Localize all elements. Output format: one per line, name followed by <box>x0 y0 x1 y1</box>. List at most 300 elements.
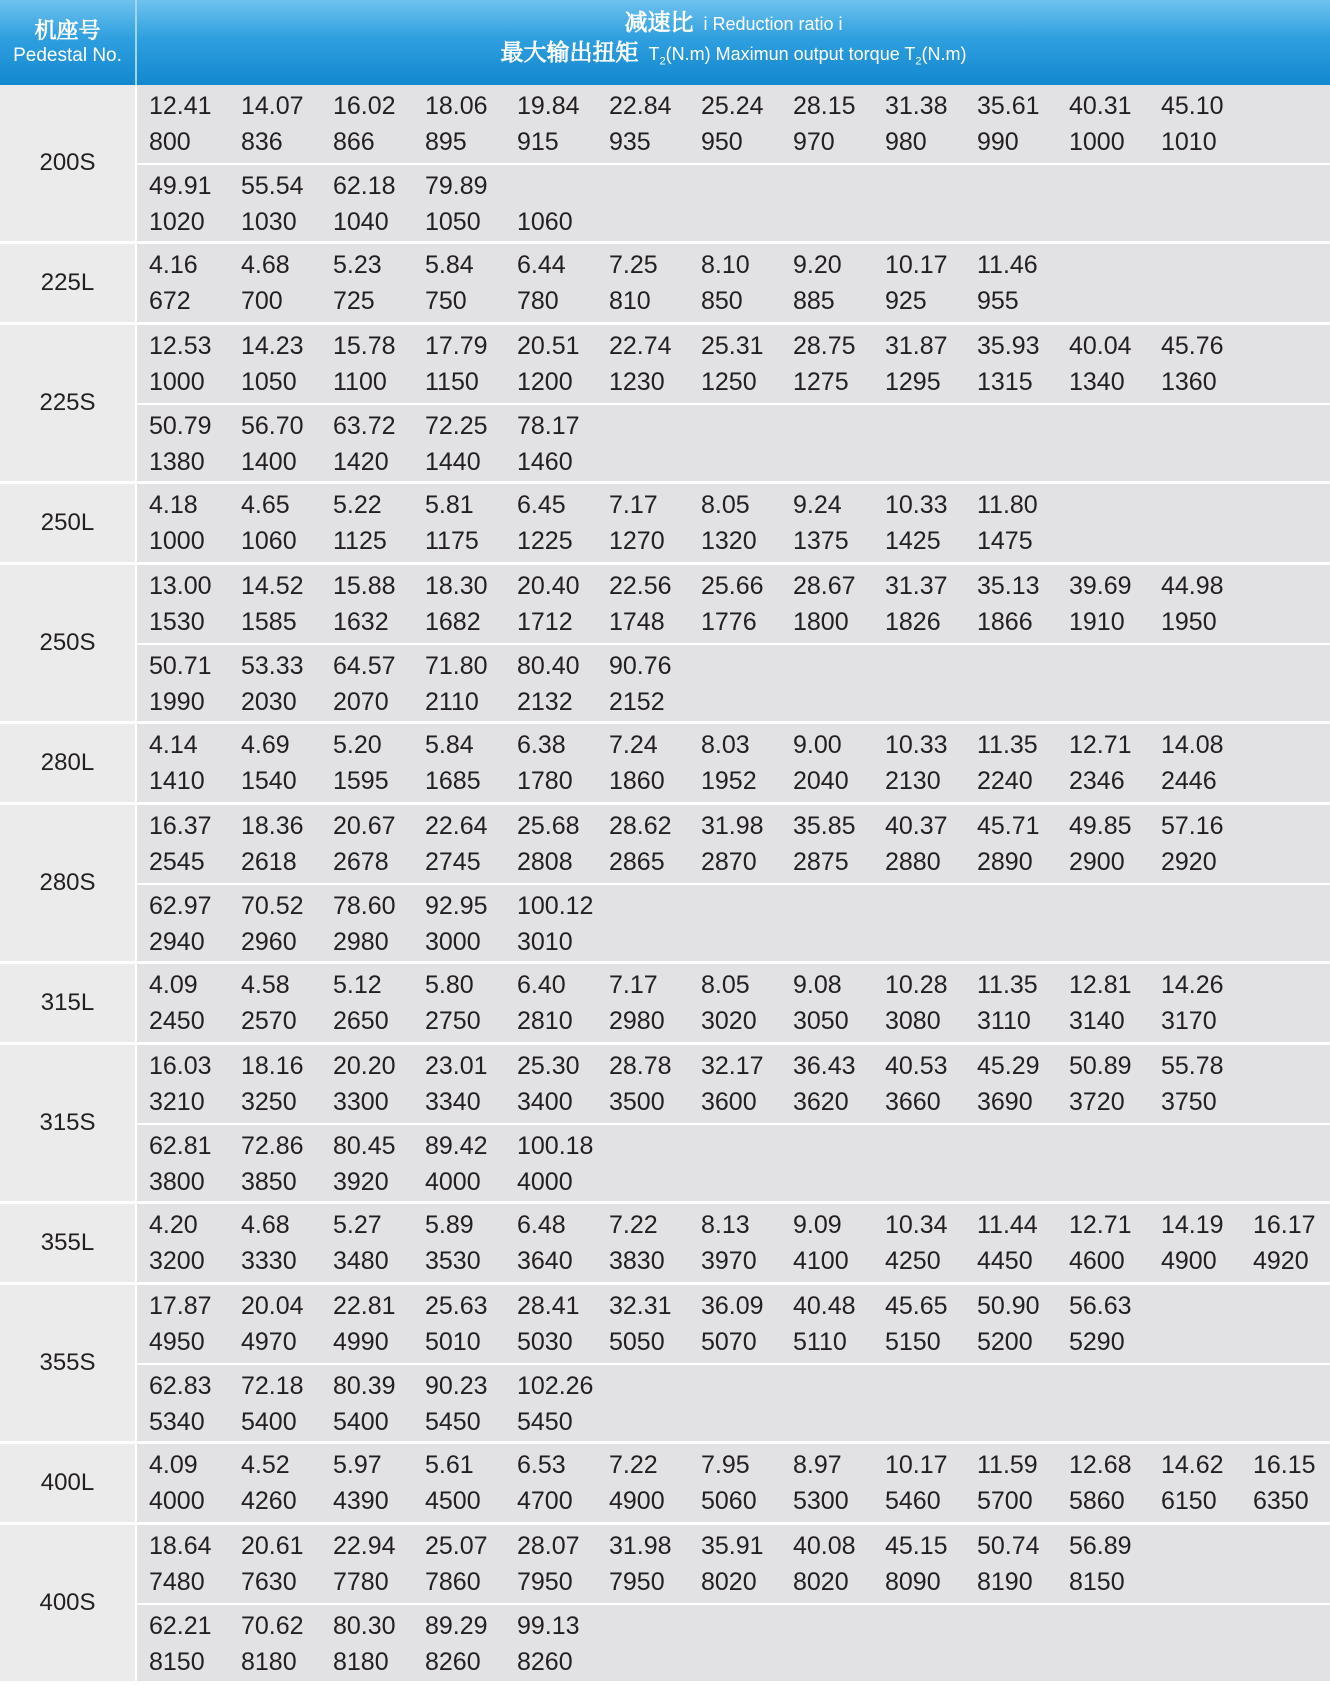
ratio-value: 16.17 <box>1253 1211 1316 1239</box>
ratio-torque-cell <box>879 964 971 1040</box>
torque-value: 2865 <box>609 848 665 876</box>
torque-value: 4950 <box>149 1328 205 1356</box>
ratio-torque-cell <box>971 565 1063 641</box>
ratio-value: 32.31 <box>609 1292 672 1320</box>
ratio-torque-cell <box>603 645 695 721</box>
torque-value: 2132 <box>517 688 573 716</box>
pedestal-group <box>0 1525 1330 1684</box>
ratio-torque-cell <box>419 85 511 161</box>
ratio-value: 4.65 <box>241 491 290 519</box>
ratio-value: 99.13 <box>517 1612 580 1640</box>
torque-value: 1125 <box>333 527 387 555</box>
ratio-value: 25.07 <box>425 1532 488 1560</box>
ratio-value: 22.64 <box>425 812 488 840</box>
ratio-torque-cell <box>419 1444 511 1520</box>
ratio-value: 11.44 <box>977 1211 1038 1239</box>
ratio-value: 40.48 <box>793 1292 856 1320</box>
pedestal-label: 225S <box>0 325 137 481</box>
ratio-value: 62.18 <box>333 172 396 200</box>
torque-value: 2650 <box>333 1007 389 1035</box>
ratio-torque-cell <box>419 325 511 401</box>
ratio-value: 71.80 <box>425 652 488 680</box>
ratio-torque-cell <box>695 1204 787 1280</box>
torque-value: 5700 <box>977 1487 1033 1515</box>
ratio-torque-cell <box>695 964 787 1040</box>
ratio-value: 32.17 <box>701 1052 764 1080</box>
ratio-torque-cell <box>879 325 971 401</box>
torque-value: 1375 <box>793 527 849 555</box>
torque-value: 836 <box>241 128 283 156</box>
ratio-value: 45.10 <box>1161 92 1224 120</box>
ratio-torque-cell <box>235 85 327 161</box>
ratio-torque-cell <box>419 244 511 320</box>
ratio-value: 5.84 <box>425 251 474 279</box>
ratio-value: 4.69 <box>241 731 290 759</box>
ratio-torque-cell <box>879 1045 971 1121</box>
torque-value: 1315 <box>977 368 1033 396</box>
torque-value: 4700 <box>517 1487 573 1515</box>
torque-value: 8180 <box>333 1648 389 1676</box>
ratio-torque-cell <box>787 724 879 800</box>
torque-value: 1860 <box>609 767 665 795</box>
ratio-torque-cell <box>327 1444 419 1520</box>
ratio-value: 8.05 <box>701 491 750 519</box>
ratio-value: 16.03 <box>149 1052 212 1080</box>
torque-value: 2030 <box>241 688 297 716</box>
torque-value: 1410 <box>149 767 205 795</box>
ratio-torque-cell <box>511 1525 603 1601</box>
torque-value: 6350 <box>1253 1487 1309 1515</box>
torque-value: 1020 <box>149 208 205 236</box>
ratio-torque-cell <box>419 484 511 560</box>
torque-value: 1360 <box>1161 368 1217 396</box>
torque-value: 1952 <box>701 767 757 795</box>
ratio-torque-cell <box>327 1525 419 1601</box>
ratio-value: 40.37 <box>885 812 948 840</box>
ratio-torque-cell <box>143 1444 235 1520</box>
ratio-value: 9.09 <box>793 1211 842 1239</box>
ratio-torque-cell <box>1063 325 1155 401</box>
ratio-value: 18.64 <box>149 1532 212 1560</box>
torque-value: 1400 <box>241 448 297 476</box>
torque-value: 1475 <box>977 527 1033 555</box>
ratio-value: 18.36 <box>241 812 304 840</box>
ratio-value: 16.15 <box>1253 1451 1316 1479</box>
ratio-value: 72.18 <box>241 1372 304 1400</box>
ratio-torque-cell <box>787 1045 879 1121</box>
ratio-torque-cell <box>235 484 327 560</box>
pedestal-group <box>0 244 1330 325</box>
ratio-value: 11.80 <box>977 491 1038 519</box>
ratio-value: 20.40 <box>517 572 580 600</box>
ratio-value: 4.58 <box>241 971 290 999</box>
ratio-value: 50.79 <box>149 412 212 440</box>
torque-value: 8020 <box>701 1568 757 1596</box>
ratio-torque-cell <box>603 1525 695 1601</box>
ratio-torque-cell <box>971 325 1063 401</box>
ratio-value: 4.18 <box>149 491 198 519</box>
table-row <box>137 805 1330 883</box>
torque-value: 672 <box>149 287 191 315</box>
pedestal-label: 315L <box>0 964 137 1042</box>
ratio-torque-cell <box>603 805 695 881</box>
torque-value: 4100 <box>793 1247 849 1275</box>
ratio-torque-cell <box>235 1204 327 1280</box>
pedestal-label: 355L <box>0 1204 137 1282</box>
ratio-value: 4.68 <box>241 1211 290 1239</box>
pedestal-label: 250L <box>0 484 137 562</box>
ratio-torque-cell <box>235 1365 327 1441</box>
ratio-value: 40.53 <box>885 1052 948 1080</box>
ratio-torque-cell <box>787 1444 879 1520</box>
torque-value: 1175 <box>425 527 479 555</box>
ratio-torque-cell <box>235 244 327 320</box>
ratio-value: 25.66 <box>701 572 764 600</box>
ratio-value: 20.67 <box>333 812 396 840</box>
ratio-torque-cell <box>419 165 511 241</box>
ratio-value: 7.24 <box>609 731 658 759</box>
ratio-value: 4.16 <box>149 251 198 279</box>
ratio-torque-cell <box>143 645 235 721</box>
torque-value: 3330 <box>241 1247 297 1275</box>
torque-value: 990 <box>977 128 1019 156</box>
pedestal-group <box>0 565 1330 724</box>
table-row <box>137 403 1330 481</box>
torque-value: 1200 <box>517 368 573 396</box>
torque-value: 2040 <box>793 767 849 795</box>
pedestal-header <box>0 0 137 85</box>
torque-value: 7860 <box>425 1568 481 1596</box>
ratio-torque-cell <box>511 885 603 961</box>
torque-value: 800 <box>149 128 191 156</box>
torque-value: 7480 <box>149 1568 205 1596</box>
ratio-value: 20.20 <box>333 1052 396 1080</box>
torque-value: 955 <box>977 287 1019 315</box>
torque-value: 5400 <box>241 1408 297 1436</box>
torque-value: 3750 <box>1161 1088 1217 1116</box>
ratio-value: 5.61 <box>425 1451 474 1479</box>
torque-value: 1632 <box>333 608 389 636</box>
torque-value: 3850 <box>241 1168 297 1196</box>
torque-value: 7780 <box>333 1568 389 1596</box>
ratio-value: 10.17 <box>885 251 948 279</box>
ratio-torque-cell <box>787 244 879 320</box>
ratio-torque-cell <box>1247 1204 1330 1280</box>
ratio-torque-cell <box>1155 565 1247 641</box>
torque-value: 2446 <box>1161 767 1217 795</box>
ratio-torque-cell <box>787 1525 879 1601</box>
torque-value: 4260 <box>241 1487 297 1515</box>
torque-value: 2900 <box>1069 848 1125 876</box>
table-row <box>137 964 1330 1042</box>
ratio-value: 102.26 <box>517 1372 594 1400</box>
ratio-value: 12.71 <box>1069 1211 1132 1239</box>
ratio-torque-cell <box>1155 1444 1247 1520</box>
ratio-value: 40.08 <box>793 1532 856 1560</box>
torque-value: 4970 <box>241 1328 297 1356</box>
ratio-torque-cell <box>419 1365 511 1441</box>
table-row <box>137 883 1330 961</box>
table-row <box>137 244 1330 322</box>
ratio-torque-cell <box>695 805 787 881</box>
torque-value: 1010 <box>1161 128 1217 156</box>
torque-value: 7950 <box>609 1568 665 1596</box>
ratio-value: 57.16 <box>1161 812 1224 840</box>
ratio-torque-cell <box>235 885 327 961</box>
ratio-torque-cell <box>235 405 327 481</box>
ratio-torque-cell <box>511 805 603 881</box>
torque-value: 5450 <box>517 1408 573 1436</box>
ratio-torque-cell <box>143 1365 235 1441</box>
ratio-torque-cell <box>143 805 235 881</box>
ratio-value: 4.20 <box>149 1211 198 1239</box>
ratio-torque-cell <box>511 325 603 401</box>
ratio-value: 14.26 <box>1161 971 1224 999</box>
ratio-value: 7.17 <box>609 971 658 999</box>
ratio-value: 8.05 <box>701 971 750 999</box>
torque-value: 1050 <box>241 368 297 396</box>
ratio-value: 6.44 <box>517 251 566 279</box>
torque-value: 8260 <box>425 1648 481 1676</box>
pedestal-label: 355S <box>0 1285 137 1441</box>
ratio-value: 15.78 <box>333 332 396 360</box>
ratio-torque-cell <box>235 1285 327 1361</box>
ratio-torque-cell <box>235 1605 327 1681</box>
ratio-torque-cell <box>1155 85 1247 161</box>
ratio-torque-cell <box>695 325 787 401</box>
ratio-value: 49.91 <box>149 172 212 200</box>
ratio-value: 15.88 <box>333 572 396 600</box>
ratio-torque-cell <box>511 165 603 241</box>
ratio-torque-cell <box>971 1285 1063 1361</box>
pedestal-group <box>0 484 1330 565</box>
torque-value: 1050 <box>425 208 481 236</box>
ratio-torque-cell <box>511 244 603 320</box>
ratio-torque-cell <box>695 244 787 320</box>
ratio-torque-cell <box>327 1605 419 1681</box>
ratio-torque-cell <box>1155 1204 1247 1280</box>
ratio-value: 62.21 <box>149 1612 212 1640</box>
torque-value: 1060 <box>517 208 573 236</box>
ratio-torque-cell <box>143 484 235 560</box>
torque-value: 8180 <box>241 1648 297 1676</box>
ratio-torque-cell <box>787 964 879 1040</box>
ratio-torque-cell <box>419 1125 511 1201</box>
torque-value: 970 <box>793 128 835 156</box>
ratio-torque-cell <box>143 165 235 241</box>
ratio-torque-cell <box>327 1365 419 1441</box>
pedestal-header-zh: 机座号 <box>34 17 101 43</box>
ratio-value: 31.98 <box>701 812 764 840</box>
torque-value: 1826 <box>885 608 941 636</box>
ratio-value: 63.72 <box>333 412 396 440</box>
ratio-torque-cell <box>879 484 971 560</box>
ratio-torque-cell <box>1063 805 1155 881</box>
ratio-value: 56.63 <box>1069 1292 1132 1320</box>
ratio-header-en: i Reduction ratio i <box>703 14 843 35</box>
ratio-value: 45.29 <box>977 1052 1040 1080</box>
ratio-value: 35.13 <box>977 572 1040 600</box>
ratio-value: 72.86 <box>241 1132 304 1160</box>
ratio-value: 36.43 <box>793 1052 856 1080</box>
torque-value: 5450 <box>425 1408 481 1436</box>
ratio-value: 5.22 <box>333 491 382 519</box>
ratio-value: 11.35 <box>977 971 1038 999</box>
torque-value: 925 <box>885 287 927 315</box>
ratio-value: 9.08 <box>793 971 842 999</box>
torque-value: 2880 <box>885 848 941 876</box>
table-row <box>137 85 1330 163</box>
ratio-value: 20.51 <box>517 332 580 360</box>
ratio-torque-cell <box>511 1365 603 1441</box>
ratio-torque-cell <box>511 1125 603 1201</box>
ratio-torque-cell <box>695 1045 787 1121</box>
ratio-value: 12.71 <box>1069 731 1132 759</box>
ratio-value: 6.40 <box>517 971 566 999</box>
ratio-torque-cell <box>603 1045 695 1121</box>
pedestal-group <box>0 325 1330 484</box>
ratio-torque-cell <box>235 964 327 1040</box>
ratio-value: 35.85 <box>793 812 856 840</box>
ratio-torque-cell <box>1155 805 1247 881</box>
ratio-torque-cell <box>603 1285 695 1361</box>
ratio-value: 22.81 <box>333 1292 396 1320</box>
torque-value: 3530 <box>425 1247 481 1275</box>
ratio-value: 8.10 <box>701 251 750 279</box>
ratio-value: 39.69 <box>1069 572 1132 600</box>
ratio-torque-cell <box>511 565 603 641</box>
torque-value: 2618 <box>241 848 297 876</box>
ratio-value: 80.45 <box>333 1132 396 1160</box>
ratio-torque-cell <box>327 1285 419 1361</box>
torque-value: 2940 <box>149 928 205 956</box>
torque-value: 2960 <box>241 928 297 956</box>
ratio-value: 25.68 <box>517 812 580 840</box>
torque-value: 3020 <box>701 1007 757 1035</box>
torque-value: 6150 <box>1161 1487 1217 1515</box>
ratio-value: 18.16 <box>241 1052 304 1080</box>
torque-value: 3210 <box>149 1088 205 1116</box>
ratio-torque-cell <box>603 244 695 320</box>
ratio-torque-cell <box>327 805 419 881</box>
ratio-torque-cell <box>695 85 787 161</box>
torque-value: 5860 <box>1069 1487 1125 1515</box>
torque-value: 2678 <box>333 848 389 876</box>
ratio-value: 70.62 <box>241 1612 304 1640</box>
torque-value: 1000 <box>1069 128 1125 156</box>
ratio-torque-cell <box>235 1525 327 1601</box>
ratio-torque-cell <box>511 405 603 481</box>
torque-value: 2570 <box>241 1007 297 1035</box>
table-row <box>137 1603 1330 1681</box>
ratio-value: 14.23 <box>241 332 304 360</box>
ratio-torque-cell <box>1063 1045 1155 1121</box>
ratio-torque-cell <box>235 805 327 881</box>
table-row <box>137 643 1330 721</box>
torque-value: 2980 <box>333 928 389 956</box>
ratio-value: 100.12 <box>517 892 594 920</box>
torque-value: 1530 <box>149 608 205 636</box>
ratio-value: 5.23 <box>333 251 382 279</box>
torque-value: 2750 <box>425 1007 481 1035</box>
torque-header-line <box>501 39 967 76</box>
ratio-torque-cell <box>511 85 603 161</box>
ratio-torque-cell <box>971 724 1063 800</box>
ratio-torque-cell <box>419 405 511 481</box>
table-row <box>137 565 1330 643</box>
ratio-value: 78.60 <box>333 892 396 920</box>
ratio-value: 35.93 <box>977 332 1040 360</box>
torque-value: 3340 <box>425 1088 481 1116</box>
torque-value: 1030 <box>241 208 297 236</box>
ratio-value: 23.01 <box>425 1052 488 1080</box>
ratio-torque-cell <box>971 1525 1063 1601</box>
ratio-torque-cell <box>695 565 787 641</box>
ratio-value: 64.57 <box>333 652 396 680</box>
ratio-value: 5.97 <box>333 1451 382 1479</box>
ratio-value: 22.84 <box>609 92 672 120</box>
table-row <box>137 1363 1330 1441</box>
ratio-value: 72.25 <box>425 412 488 440</box>
ratio-torque-cell <box>327 484 419 560</box>
torque-value: 7630 <box>241 1568 297 1596</box>
torque-value: 1425 <box>885 527 941 555</box>
torque-value: 3920 <box>333 1168 389 1196</box>
ratio-value: 45.15 <box>885 1532 948 1560</box>
torque-value: 1776 <box>701 608 757 636</box>
ratio-torque-cell <box>695 1285 787 1361</box>
ratio-torque-cell <box>235 1045 327 1121</box>
torque-value: 3600 <box>701 1088 757 1116</box>
torque-value: 750 <box>425 287 467 315</box>
ratio-torque-cell <box>327 165 419 241</box>
torque-value: 1060 <box>241 527 297 555</box>
torque-value: 866 <box>333 128 375 156</box>
ratio-value: 22.56 <box>609 572 672 600</box>
pedestal-label: 315S <box>0 1045 137 1201</box>
ratio-value: 4.52 <box>241 1451 290 1479</box>
ratio-value: 20.04 <box>241 1292 304 1320</box>
ratio-torque-cell <box>235 645 327 721</box>
torque-value: 5150 <box>885 1328 941 1356</box>
ratio-value: 11.59 <box>977 1451 1038 1479</box>
torque-value: 4500 <box>425 1487 481 1515</box>
ratio-header-zh: 减速比 <box>624 9 694 36</box>
torque-value: 1685 <box>425 767 481 795</box>
torque-value: 3200 <box>149 1247 205 1275</box>
ratio-value: 8.13 <box>701 1211 750 1239</box>
ratio-torque-cell <box>603 565 695 641</box>
ratio-value: 6.48 <box>517 1211 566 1239</box>
torque-value: 2980 <box>609 1007 665 1035</box>
ratio-torque-cell <box>419 1204 511 1280</box>
torque-value: 1040 <box>333 208 389 236</box>
torque-value: 5200 <box>977 1328 1033 1356</box>
ratio-torque-cell <box>695 484 787 560</box>
ratio-torque-cell <box>419 1605 511 1681</box>
ratio-torque-cell <box>235 165 327 241</box>
ratio-torque-cell <box>327 645 419 721</box>
ratio-torque-cell <box>419 805 511 881</box>
ratio-value: 5.12 <box>333 971 382 999</box>
torque-value: 5290 <box>1069 1328 1125 1356</box>
ratio-torque-cell <box>327 1204 419 1280</box>
torque-value: 1420 <box>333 448 389 476</box>
torque-value: 1250 <box>701 368 757 396</box>
ratio-value: 70.52 <box>241 892 304 920</box>
ratio-value: 40.31 <box>1069 92 1132 120</box>
torque-value: 4900 <box>1161 1247 1217 1275</box>
